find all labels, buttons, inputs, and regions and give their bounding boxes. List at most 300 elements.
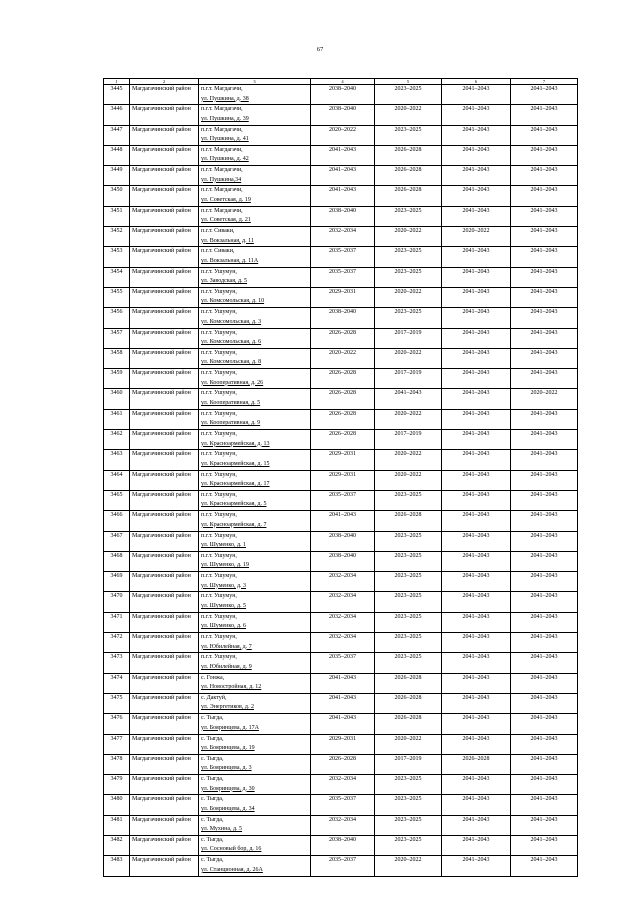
period-cell-col6: 2041–2043: [442, 166, 511, 186]
period-cell-col6: 2041–2043: [442, 551, 511, 571]
row-number-cell: 3480: [104, 795, 130, 815]
row-number-cell: 3464: [104, 470, 130, 490]
address-cell: [199, 795, 311, 815]
row-number-cell: 3445: [104, 85, 130, 105]
address-street: ул. Вокзальная, д. 11А: [201, 257, 259, 264]
table-row: [104, 754, 578, 774]
address-cell: [199, 856, 311, 876]
address-street: ул. Бояринцева, д. 17А: [201, 724, 259, 731]
address-settlement: п.г.т. Магдагачи,: [201, 146, 243, 153]
period-cell-col7: 2041–2043: [511, 287, 578, 307]
period-cell-col7: 2041–2043: [511, 348, 578, 368]
period-cell-col6: 2041–2043: [442, 186, 511, 206]
address-cell: [199, 693, 311, 713]
district-cell: Магдагачинский район: [130, 247, 199, 267]
period-cell-col5: 2026–2028: [375, 166, 442, 186]
address-settlement: с. Тыгда,: [201, 755, 224, 762]
period-cell-col7: 2041–2043: [511, 592, 578, 612]
period-cell-col5: 2026–2028: [375, 673, 442, 693]
period-cell-col4: 2038–2040: [311, 105, 375, 125]
address-settlement: с. Дактуй,: [201, 694, 227, 701]
address-cell: [199, 369, 311, 389]
period-cell-col6: 2041–2043: [442, 450, 511, 470]
address-street: ул. Шуменко, д. 19: [201, 562, 250, 569]
address-cell: [199, 206, 311, 226]
address-settlement: п.г.т. Ушумун,: [201, 634, 237, 641]
period-cell-col5: 2023–2025: [375, 206, 442, 226]
district-cell: Магдагачинский район: [130, 105, 199, 125]
district-cell: Магдагачинский район: [130, 673, 199, 693]
district-cell: Магдагачинский район: [130, 328, 199, 348]
address-cell: [199, 775, 311, 795]
period-cell-col7: 2041–2043: [511, 105, 578, 125]
district-cell: Магдагачинский район: [130, 409, 199, 429]
period-cell-col5: 2020–2022: [375, 105, 442, 125]
address-settlement: п.г.т. Ушумун,: [201, 390, 237, 397]
period-cell-col4: 2032–2034: [311, 572, 375, 592]
address-settlement: с. Тыгда,: [201, 715, 224, 722]
period-cell-col5: 2023–2025: [375, 815, 442, 835]
period-cell-col7: 2041–2043: [511, 673, 578, 693]
row-number-cell: 3472: [104, 633, 130, 653]
period-cell-col5: 2026–2028: [375, 511, 442, 531]
row-number-cell: 3476: [104, 714, 130, 734]
address-settlement: п.г.т. Ушумун,: [201, 268, 237, 275]
period-cell-col6: 2041–2043: [442, 206, 511, 226]
period-cell-col4: 2041–2043: [311, 511, 375, 531]
address-settlement: с. Тыгда,: [201, 796, 224, 803]
table-row: [104, 531, 578, 551]
period-cell-col5: 2026–2028: [375, 714, 442, 734]
row-number-cell: 3466: [104, 511, 130, 531]
table-row: [104, 227, 578, 247]
address-settlement: п.г.т. Ушумун,: [201, 552, 237, 559]
period-cell-col7: 2041–2043: [511, 247, 578, 267]
period-cell-col7: 2041–2043: [511, 795, 578, 815]
row-number-cell: 3475: [104, 693, 130, 713]
district-cell: Магдагачинский район: [130, 470, 199, 490]
period-cell-col5: 2017–2019: [375, 754, 442, 774]
period-cell-col7: 2041–2043: [511, 775, 578, 795]
period-cell-col5: 2023–2025: [375, 125, 442, 145]
table-body: [104, 85, 578, 877]
table-row: [104, 450, 578, 470]
address-settlement: п.г.т. Ушумун,: [201, 512, 237, 519]
district-cell: Магдагачинский район: [130, 166, 199, 186]
period-cell-col4: 2038–2040: [311, 551, 375, 571]
table-row: [104, 145, 578, 165]
address-street: ул. Пушкина, д. 39: [201, 115, 249, 122]
address-settlement: п.г.т. Ушумун,: [201, 654, 237, 661]
period-cell-col7: 2041–2043: [511, 653, 578, 673]
district-cell: Магдагачинский район: [130, 815, 199, 835]
period-cell-col5: 2020–2022: [375, 856, 442, 876]
column-header-2: 2: [130, 79, 199, 85]
address-street: ул. Шуменко, д. 6: [201, 623, 247, 630]
row-number-cell: 3478: [104, 754, 130, 774]
period-cell-col4: 2035–2037: [311, 490, 375, 510]
period-cell-col5: 2017–2019: [375, 430, 442, 450]
period-cell-col6: 2041–2043: [442, 125, 511, 145]
row-number-cell: 3468: [104, 551, 130, 571]
address-cell: [199, 186, 311, 206]
address-cell: [199, 308, 311, 328]
address-settlement: с. Тыгда,: [201, 857, 224, 864]
address-settlement: п.г.т. Ушумун,: [201, 491, 237, 498]
district-cell: Магдагачинский район: [130, 653, 199, 673]
address-street: ул. Новостройная, д. 12: [201, 684, 262, 691]
address-cell: [199, 389, 311, 409]
district-cell: Магдагачинский район: [130, 795, 199, 815]
table-row: [104, 430, 578, 450]
address-street: ул. Комсомольская, д. 10: [201, 298, 265, 305]
period-cell-col4: 2032–2034: [311, 612, 375, 632]
row-number-cell: 3467: [104, 531, 130, 551]
address-cell: [199, 835, 311, 855]
district-cell: Магдагачинский район: [130, 430, 199, 450]
address-settlement: п.г.т. Магдагачи,: [201, 167, 243, 174]
period-cell-col7: 2041–2043: [511, 450, 578, 470]
address-cell: [199, 612, 311, 632]
district-cell: Магдагачинский район: [130, 369, 199, 389]
period-cell-col4: 2035–2037: [311, 247, 375, 267]
period-cell-col6: 2026–2028: [442, 754, 511, 774]
period-cell-col5: 2017–2019: [375, 328, 442, 348]
period-cell-col5: 2023–2025: [375, 612, 442, 632]
period-cell-col4: 2032–2034: [311, 227, 375, 247]
period-cell-col4: 2026–2028: [311, 389, 375, 409]
period-cell-col7: 2041–2043: [511, 470, 578, 490]
period-cell-col6: 2041–2043: [442, 308, 511, 328]
address-cell: [199, 734, 311, 754]
table-row: [104, 348, 578, 368]
period-cell-col6: 2041–2043: [442, 369, 511, 389]
period-cell-col5: 2023–2025: [375, 775, 442, 795]
address-cell: [199, 754, 311, 774]
address-cell: [199, 348, 311, 368]
address-street: ул. Шуменко, д. 1: [201, 542, 247, 549]
address-settlement: п.г.т. Ушумун,: [201, 532, 237, 539]
address-cell: [199, 815, 311, 835]
row-number-cell: 3483: [104, 856, 130, 876]
district-cell: Магдагачинский район: [130, 693, 199, 713]
table-row: [104, 612, 578, 632]
address-settlement: п.г.т. Ушумун,: [201, 370, 237, 377]
address-street: ул. Кооперативная, д. 9: [201, 420, 261, 427]
district-cell: Магдагачинский район: [130, 572, 199, 592]
period-cell-col4: 2020–2022: [311, 348, 375, 368]
period-cell-col5: 2023–2025: [375, 795, 442, 815]
period-cell-col7: 2041–2043: [511, 227, 578, 247]
row-number-cell: 3449: [104, 166, 130, 186]
period-cell-col5: 2023–2025: [375, 490, 442, 510]
period-cell-col6: 2041–2043: [442, 348, 511, 368]
table-row: [104, 835, 578, 855]
row-number-cell: 3477: [104, 734, 130, 754]
period-cell-col7: 2041–2043: [511, 754, 578, 774]
row-number-cell: 3453: [104, 247, 130, 267]
period-cell-col4: 2029–2031: [311, 734, 375, 754]
address-settlement: п.г.т. Ушумун,: [201, 613, 237, 620]
period-cell-col4: 2035–2037: [311, 795, 375, 815]
address-settlement: п.г.т. Ушумун,: [201, 410, 237, 417]
district-cell: Магдагачинский район: [130, 775, 199, 795]
table-row: [104, 795, 578, 815]
district-cell: Магдагачинский район: [130, 145, 199, 165]
row-number-cell: 3460: [104, 389, 130, 409]
period-cell-col7: 2041–2043: [511, 633, 578, 653]
address-cell: [199, 511, 311, 531]
row-number-cell: 3479: [104, 775, 130, 795]
address-street: ул. Кооперативная, д. 5: [201, 399, 261, 406]
address-cell: [199, 653, 311, 673]
row-number-cell: 3482: [104, 835, 130, 855]
row-number-cell: 3448: [104, 145, 130, 165]
address-street: ул. Советская, д. 19: [201, 196, 251, 203]
period-cell-col6: 2041–2043: [442, 693, 511, 713]
row-number-cell: 3456: [104, 308, 130, 328]
period-cell-col4: 2041–2043: [311, 145, 375, 165]
row-number-cell: 3473: [104, 653, 130, 673]
address-settlement: п.г.т. Магдагачи,: [201, 187, 243, 194]
address-cell: [199, 227, 311, 247]
period-cell-col7: 2041–2043: [511, 490, 578, 510]
period-cell-col4: 2026–2028: [311, 754, 375, 774]
district-cell: Магдагачинский район: [130, 186, 199, 206]
period-cell-col4: 2041–2043: [311, 186, 375, 206]
table-row: [104, 815, 578, 835]
district-cell: Магдагачинский район: [130, 633, 199, 653]
address-street: ул. Комсомольская, д. 8: [201, 359, 262, 366]
period-cell-col6: 2041–2043: [442, 572, 511, 592]
period-cell-col7: 2041–2043: [511, 693, 578, 713]
period-cell-col7: 2041–2043: [511, 145, 578, 165]
address-cell: [199, 531, 311, 551]
period-cell-col6: 2041–2043: [442, 105, 511, 125]
table-row: [104, 653, 578, 673]
row-number-cell: 3462: [104, 430, 130, 450]
period-cell-col4: 2038–2040: [311, 308, 375, 328]
address-cell: [199, 328, 311, 348]
row-number-cell: 3446: [104, 105, 130, 125]
row-number-cell: 3454: [104, 267, 130, 287]
period-cell-col4: 2026–2028: [311, 369, 375, 389]
address-settlement: п.г.т. Сиваки,: [201, 228, 235, 235]
period-cell-col5: 2023–2025: [375, 572, 442, 592]
row-number-cell: 3451: [104, 206, 130, 226]
period-cell-col7: 2041–2043: [511, 612, 578, 632]
registry-table: [103, 78, 578, 877]
table-row: [104, 409, 578, 429]
table-row: [104, 85, 578, 105]
table-row: [104, 572, 578, 592]
period-cell-col5: 2023–2025: [375, 551, 442, 571]
row-number-cell: 3465: [104, 490, 130, 510]
period-cell-col4: 2029–2031: [311, 470, 375, 490]
address-cell: [199, 572, 311, 592]
period-cell-col6: 2041–2043: [442, 673, 511, 693]
period-cell-col4: 2029–2031: [311, 450, 375, 470]
district-cell: Магдагачинский район: [130, 206, 199, 226]
address-street: ул. Энергетиков, д. 2: [201, 704, 254, 711]
row-number-cell: 3471: [104, 612, 130, 632]
period-cell-col4: 2035–2037: [311, 267, 375, 287]
period-cell-col5: 2023–2025: [375, 308, 442, 328]
period-cell-col4: 2038–2040: [311, 531, 375, 551]
table-row: [104, 511, 578, 531]
address-street: ул. Пушкина, д. 38: [201, 95, 249, 102]
address-settlement: с. Гонжа,: [201, 674, 225, 681]
period-cell-col4: 2038–2040: [311, 206, 375, 226]
address-cell: [199, 267, 311, 287]
period-cell-col5: 2020–2022: [375, 227, 442, 247]
address-street: ул. Пушкина, д. 41: [201, 136, 249, 143]
address-street: ул. Бояринцева, д. 34: [201, 805, 255, 812]
address-settlement: п.г.т. Ушумун,: [201, 431, 237, 438]
address-street: ул. Бояринцева, д. 19: [201, 745, 255, 751]
period-cell-col4: 2041–2043: [311, 714, 375, 734]
row-number-cell: 3481: [104, 815, 130, 835]
column-header-3: 3: [199, 79, 311, 85]
period-cell-col7: 2041–2043: [511, 186, 578, 206]
address-street: ул. Комсомольская, д. 6: [201, 339, 262, 346]
period-cell-col5: 2020–2022: [375, 734, 442, 754]
district-cell: Магдагачинский район: [130, 348, 199, 368]
address-street: ул. Кооперативная, д. 26: [201, 379, 264, 386]
address-cell: [199, 247, 311, 267]
table-row: [104, 267, 578, 287]
row-number-cell: 3458: [104, 348, 130, 368]
period-cell-col4: 2032–2034: [311, 633, 375, 653]
table-row: [104, 856, 578, 876]
period-cell-col4: 2032–2034: [311, 775, 375, 795]
district-cell: Магдагачинский район: [130, 450, 199, 470]
period-cell-col6: 2041–2043: [442, 328, 511, 348]
address-settlement: с. Тыгда,: [201, 816, 224, 823]
address-settlement: п.г.т. Ушумун,: [201, 329, 237, 336]
period-cell-col4: 2026–2028: [311, 409, 375, 429]
period-cell-col7: 2041–2043: [511, 166, 578, 186]
district-cell: Магдагачинский район: [130, 592, 199, 612]
address-cell: [199, 85, 311, 105]
address-settlement: п.г.т. Магдагачи,: [201, 86, 243, 92]
district-cell: Магдагачинский район: [130, 612, 199, 632]
row-number-cell: 3455: [104, 287, 130, 307]
address-settlement: п.г.т. Ушумун,: [201, 471, 237, 478]
address-street: ул. Красноармейская, д. 17: [201, 481, 270, 488]
period-cell-col6: 2041–2043: [442, 795, 511, 815]
address-settlement: п.г.т. Магдагачи,: [201, 106, 243, 113]
address-street: ул. Сосновый бор, д. 16: [201, 846, 262, 853]
period-cell-col7: 2041–2043: [511, 835, 578, 855]
period-cell-col4: 2038–2040: [311, 835, 375, 855]
row-number-cell: 3457: [104, 328, 130, 348]
address-cell: [199, 592, 311, 612]
district-cell: Магдагачинский район: [130, 490, 199, 510]
address-street: ул. Бояринцева, д. 3: [201, 765, 252, 772]
address-cell: [199, 470, 311, 490]
address-settlement: п.г.т. Ушумун,: [201, 451, 237, 458]
period-cell-col7: 2041–2043: [511, 572, 578, 592]
period-cell-col7: 2041–2043: [511, 125, 578, 145]
row-number-cell: 3461: [104, 409, 130, 429]
period-cell-col6: 2041–2043: [442, 490, 511, 510]
address-settlement: п.г.т. Магдагачи,: [201, 207, 243, 214]
district-cell: Магдагачинский район: [130, 267, 199, 287]
table-row: [104, 734, 578, 754]
district-cell: Магдагачинский район: [130, 754, 199, 774]
period-cell-col5: 2026–2028: [375, 693, 442, 713]
period-cell-col5: 2023–2025: [375, 633, 442, 653]
address-street: ул. Красноармейская, д. 15: [201, 460, 270, 467]
address-settlement: п.г.т. Ушумун,: [201, 309, 237, 316]
address-street: ул. Юбилейная, д. 9: [201, 663, 252, 670]
district-cell: Магдагачинский район: [130, 531, 199, 551]
period-cell-col5: 2020–2022: [375, 409, 442, 429]
period-cell-col4: 2041–2043: [311, 673, 375, 693]
row-number-cell: 3470: [104, 592, 130, 612]
period-cell-col6: 2041–2043: [442, 247, 511, 267]
period-cell-col5: 2023–2025: [375, 247, 442, 267]
period-cell-col7: 2041–2043: [511, 267, 578, 287]
period-cell-col6: 2041–2043: [442, 734, 511, 754]
period-cell-col6: 2041–2043: [442, 531, 511, 551]
address-street: ул. Заводская, д. 5: [201, 278, 248, 285]
period-cell-col5: 2023–2025: [375, 653, 442, 673]
period-cell-col4: 2026–2028: [311, 328, 375, 348]
period-cell-col7: 2041–2043: [511, 328, 578, 348]
row-number-cell: 3469: [104, 572, 130, 592]
row-number-cell: 3450: [104, 186, 130, 206]
district-cell: Магдагачинский район: [130, 389, 199, 409]
district-cell: Магдагачинский район: [130, 734, 199, 754]
address-cell: [199, 673, 311, 693]
address-cell: [199, 633, 311, 653]
period-cell-col4: 2035–2037: [311, 653, 375, 673]
district-cell: Магдагачинский район: [130, 287, 199, 307]
table-row: [104, 673, 578, 693]
address-settlement: с. Тыгда,: [201, 735, 224, 742]
row-number-cell: 3459: [104, 369, 130, 389]
address-street: ул. Советская, д. 21: [201, 217, 251, 224]
period-cell-col4: 2041–2043: [311, 693, 375, 713]
district-cell: Магдагачинский район: [130, 308, 199, 328]
table-row: [104, 714, 578, 734]
address-street: ул. Красноармейская, д. 5: [201, 501, 267, 508]
row-number-cell: 3447: [104, 125, 130, 145]
period-cell-col6: 2041–2043: [442, 267, 511, 287]
address-settlement: п.г.т. Сиваки,: [201, 248, 235, 255]
period-cell-col5: 2020–2022: [375, 348, 442, 368]
district-cell: Магдагачинский район: [130, 856, 199, 876]
address-cell: [199, 409, 311, 429]
row-number-cell: 3452: [104, 227, 130, 247]
period-cell-col6: 2041–2043: [442, 633, 511, 653]
district-cell: Магдагачинский район: [130, 835, 199, 855]
period-cell-col5: 2020–2022: [375, 287, 442, 307]
period-cell-col5: 2023–2025: [375, 267, 442, 287]
address-settlement: п.г.т. Магдагачи,: [201, 126, 243, 133]
address-settlement: п.г.т. Ушумун,: [201, 573, 237, 580]
column-header-1: 1: [104, 79, 130, 85]
period-cell-col5: 2023–2025: [375, 835, 442, 855]
period-cell-col7: 2041–2043: [511, 369, 578, 389]
period-cell-col6: 2041–2043: [442, 145, 511, 165]
period-cell-col5: 2041–2043: [375, 389, 442, 409]
address-street: ул. Шуменко, д. 3: [201, 582, 247, 589]
address-settlement: п.г.т. Ушумун,: [201, 349, 237, 356]
period-cell-col5: 2023–2025: [375, 85, 442, 105]
